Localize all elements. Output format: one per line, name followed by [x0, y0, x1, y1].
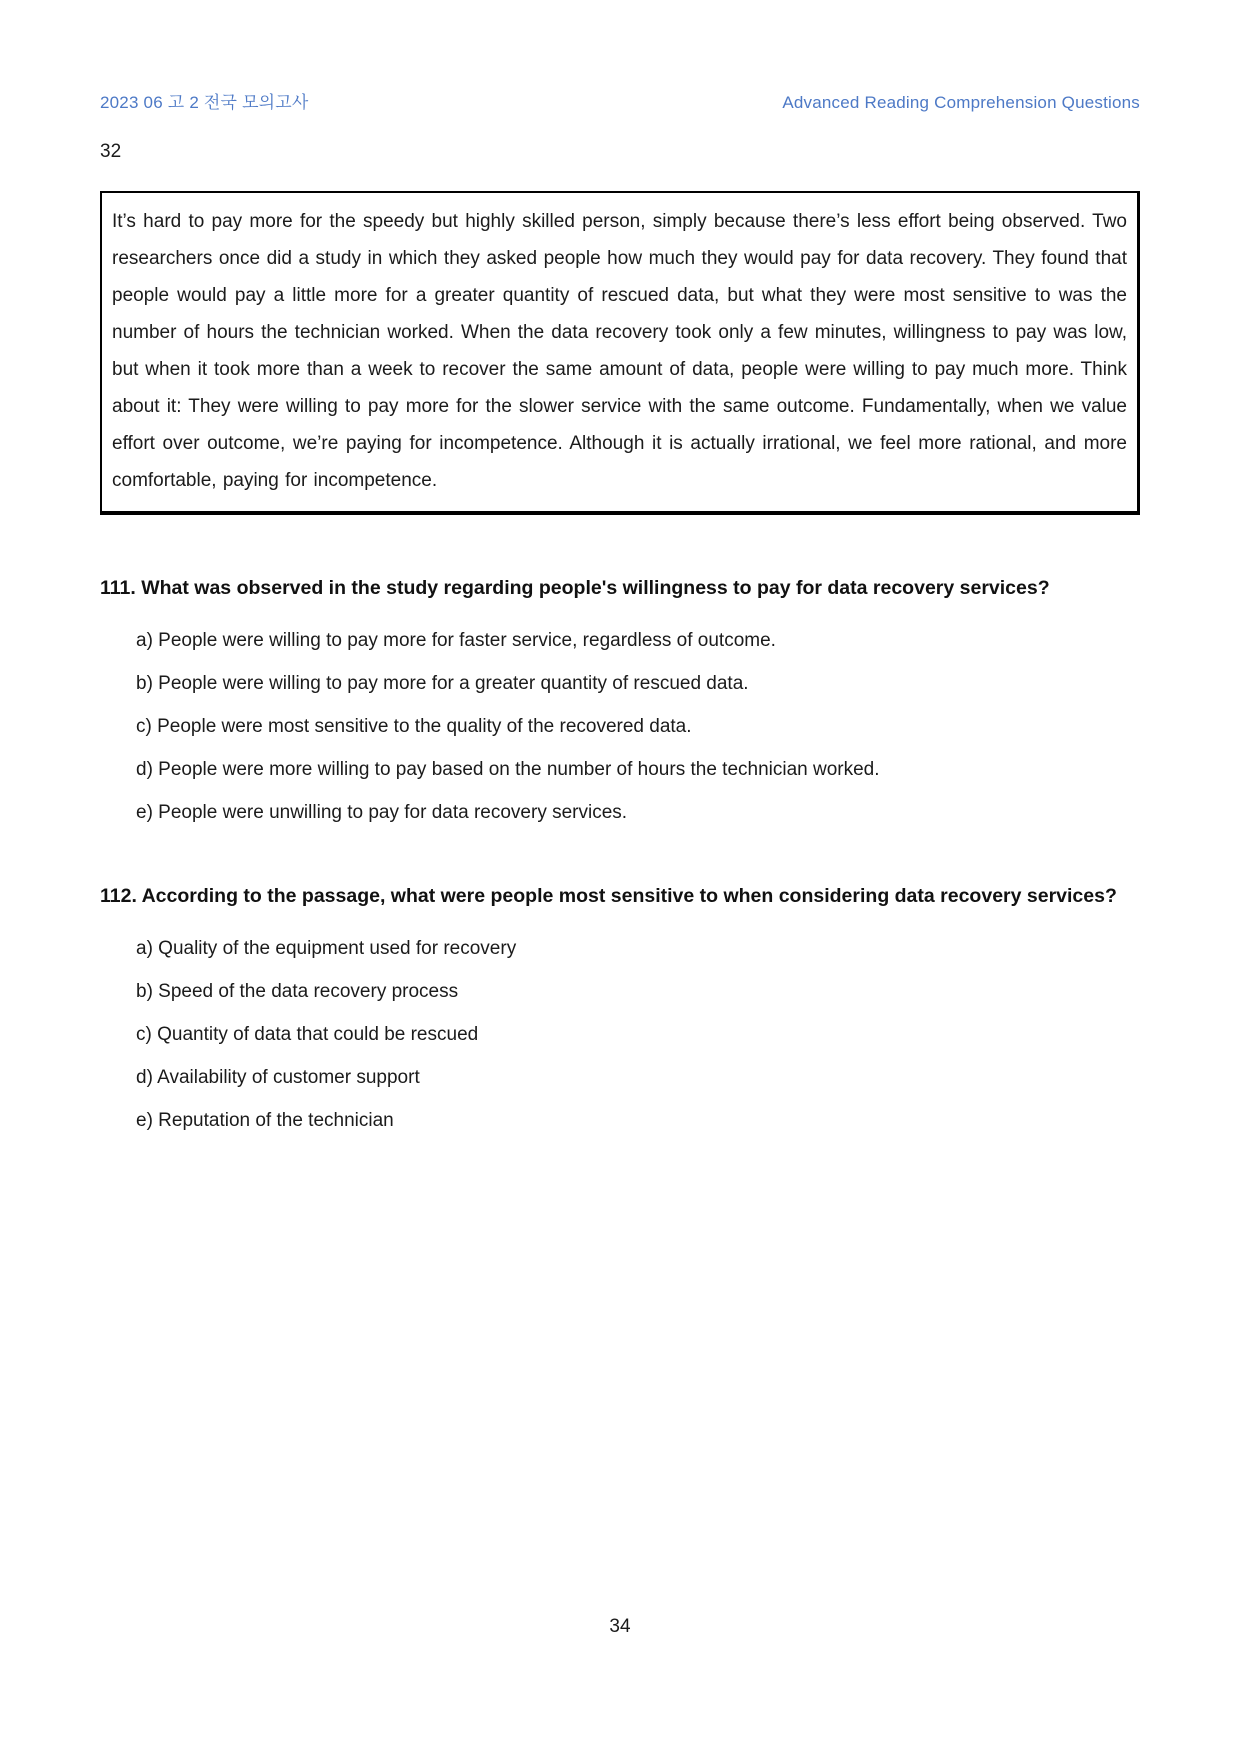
question-111-option-b: b) People were willing to pay more for a greater quantity of rescued data.	[136, 673, 749, 694]
passage-box	[100, 191, 1140, 515]
question-111-option-d: d) People were more willing to pay based on the number of hours the technician worked.	[136, 759, 880, 780]
question-112	[100, 875, 1140, 1133]
page-header	[100, 0, 1140, 113]
page-number-footer: 34	[609, 1616, 631, 1637]
header-document-title: Advanced Reading Comprehension Questions	[782, 93, 1140, 112]
question-111-heading: 111. What was observed in the study regarding people's willingness to pay for data recovery services?	[100, 577, 1050, 599]
question-112-option-d: d) Availability of customer support	[136, 1067, 420, 1088]
question-112-option-b: b) Speed of the data recovery process	[136, 981, 459, 1002]
question-111-option-c: c) People were most sensitive to the quality of the recovered data.	[136, 716, 692, 737]
question-112-option-a: a) Quality of the equipment used for recovery	[136, 938, 517, 959]
question-112-option-e: e) Reputation of the technician	[136, 1110, 394, 1131]
passage-text: It’s hard to pay more for the speedy but highly skilled person, simply because there’s less effort being observed. Two researchers once did a study in which they asked people how much they would pay for data recovery. They found that people would pay a little more for a greater quantity of rescued data, but what they were most sensitive to was the number of hours the technician worked. When the data recovery took only a few minutes, willingness to pay was low, but when it took more than a week to recover the same amount of data, people were willing to pay much more. Think about it: They were willing to pay more for the slower service with the same outcome. Fundamentally, when we value effort over outcome, we’re paying for incompetence. Although it is actually irrational, we feel more rational, and more comfortable, paying for incompetence.	[112, 211, 1127, 491]
question-112-heading: 112. According to the passage, what were people most sensitive to when considering data recovery services?	[100, 885, 1117, 907]
header-exam-title: 2023 06 고 2 전국 모의고사	[100, 93, 309, 112]
passage-number: 32	[100, 141, 122, 162]
question-111-option-a: a) People were willing to pay more for faster service, regardless of outcome.	[136, 630, 776, 651]
question-111-option-e: e) People were unwilling to pay for data recovery services.	[136, 802, 628, 823]
question-111	[100, 567, 1140, 825]
question-112-option-c: c) Quantity of data that could be rescued	[136, 1024, 479, 1045]
